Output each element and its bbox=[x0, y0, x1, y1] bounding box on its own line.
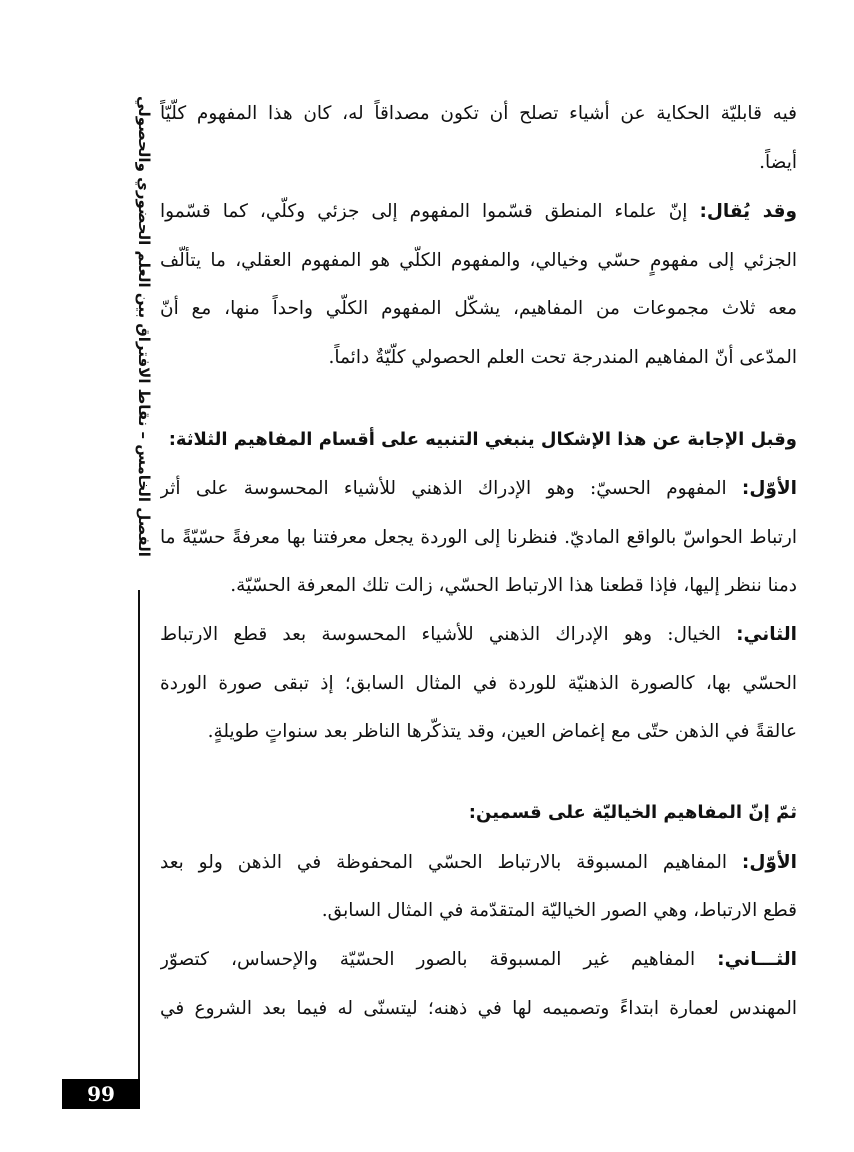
section-heading: ثمّ إنّ المفاهيم الخياليّة على قسمين: bbox=[468, 802, 797, 823]
chapter-title: الفصل الخامس – نقاط الافتراق بين العلم الحضوري والحصولي bbox=[135, 96, 153, 557]
running-header bbox=[124, 80, 154, 1080]
lead-phrase: وقد يُقال: bbox=[699, 201, 797, 222]
body-line: قطع الارتباط، وهي الصور الخياليّة المتقدّمة في المثال السابق. bbox=[321, 900, 797, 921]
body-line: الأوّل: المفهوم الحسيّ: وهو الإدراك الذهني للأشياء المحسوسة على أثر bbox=[160, 478, 797, 499]
body-line: دمنا ننظر إليها، فإذا قطعنا هذا الارتباط الحسّي، زالت تلك المعرفة الحسّيّة. bbox=[230, 575, 797, 596]
lead-phrase: الأوّل: bbox=[741, 852, 797, 873]
body-line: معه ثلاث مجموعات من المفاهيم، يشكّل المفهوم الكلّي واحداً منها، مع أنّ bbox=[160, 298, 797, 319]
body-line: الجزئي إلى مفهومٍ حسّي وخيالي، والمفهوم الكلّي هو المفهوم العقلي، ما يتألّف bbox=[160, 250, 797, 271]
body-line: المهندس لعمارة ابتداءً وتصميمه لها في ذهنه؛ ليتسنّى له فيما بعد الشروع في bbox=[160, 998, 797, 1019]
body-line: وقد يُقال: إنّ علماء المنطق قسّموا المفهوم إلى جزئي وكلّي، كما قسّموا bbox=[160, 201, 797, 222]
body-line: المدّعى أنّ المفاهيم المندرجة تحت العلم الحصولي كلّيّةٌ دائماً. bbox=[328, 347, 797, 368]
header-rule bbox=[138, 590, 140, 1090]
lead-phrase: الثـــاني: bbox=[717, 949, 797, 970]
body-line: الثـــاني: المفاهيم غير المسبوقة بالصور الحسّيّة والإحساس، كتصوّر bbox=[160, 949, 797, 970]
section-heading: وقبل الإجابة عن هذا الإشكال ينبغي التنبيه على أقسام المفاهيم الثلاثة: bbox=[168, 429, 797, 450]
body-line: فيه قابليّة الحكاية عن أشياء تصلح أن تكون مصداقاً له، كان هذا المفهوم كلّيّاً bbox=[160, 103, 797, 124]
body-line: أيضاً. bbox=[759, 152, 797, 173]
body-line: الأوّل: المفاهيم المسبوقة بالارتباط الحسّي المحفوظة في الذهن ولو بعد bbox=[160, 852, 797, 873]
page-number: 99 bbox=[62, 1079, 140, 1109]
lead-phrase: الثاني: bbox=[736, 624, 797, 645]
body-line: الحسّي بها، كالصورة الذهنيّة للوردة في المثال السابق؛ إذ تبقى صورة الوردة bbox=[160, 673, 797, 694]
body-line: ارتباط الحواسّ بالواقع الماديّ. فنظرنا إلى الوردة يجعل معرفتنا بها معرفةً حسّيّةً ما bbox=[160, 527, 797, 548]
lead-phrase: الأوّل: bbox=[741, 478, 797, 499]
body-line: الثاني: الخيال: وهو الإدراك الذهني للأشياء المحسوسة بعد قطع الارتباط bbox=[160, 624, 797, 645]
body-line: عالقةً في الذهن حتّى مع إغماض العين، وقد يتذكّرها الناظر بعد سنواتٍ طويلةٍ. bbox=[207, 721, 797, 742]
